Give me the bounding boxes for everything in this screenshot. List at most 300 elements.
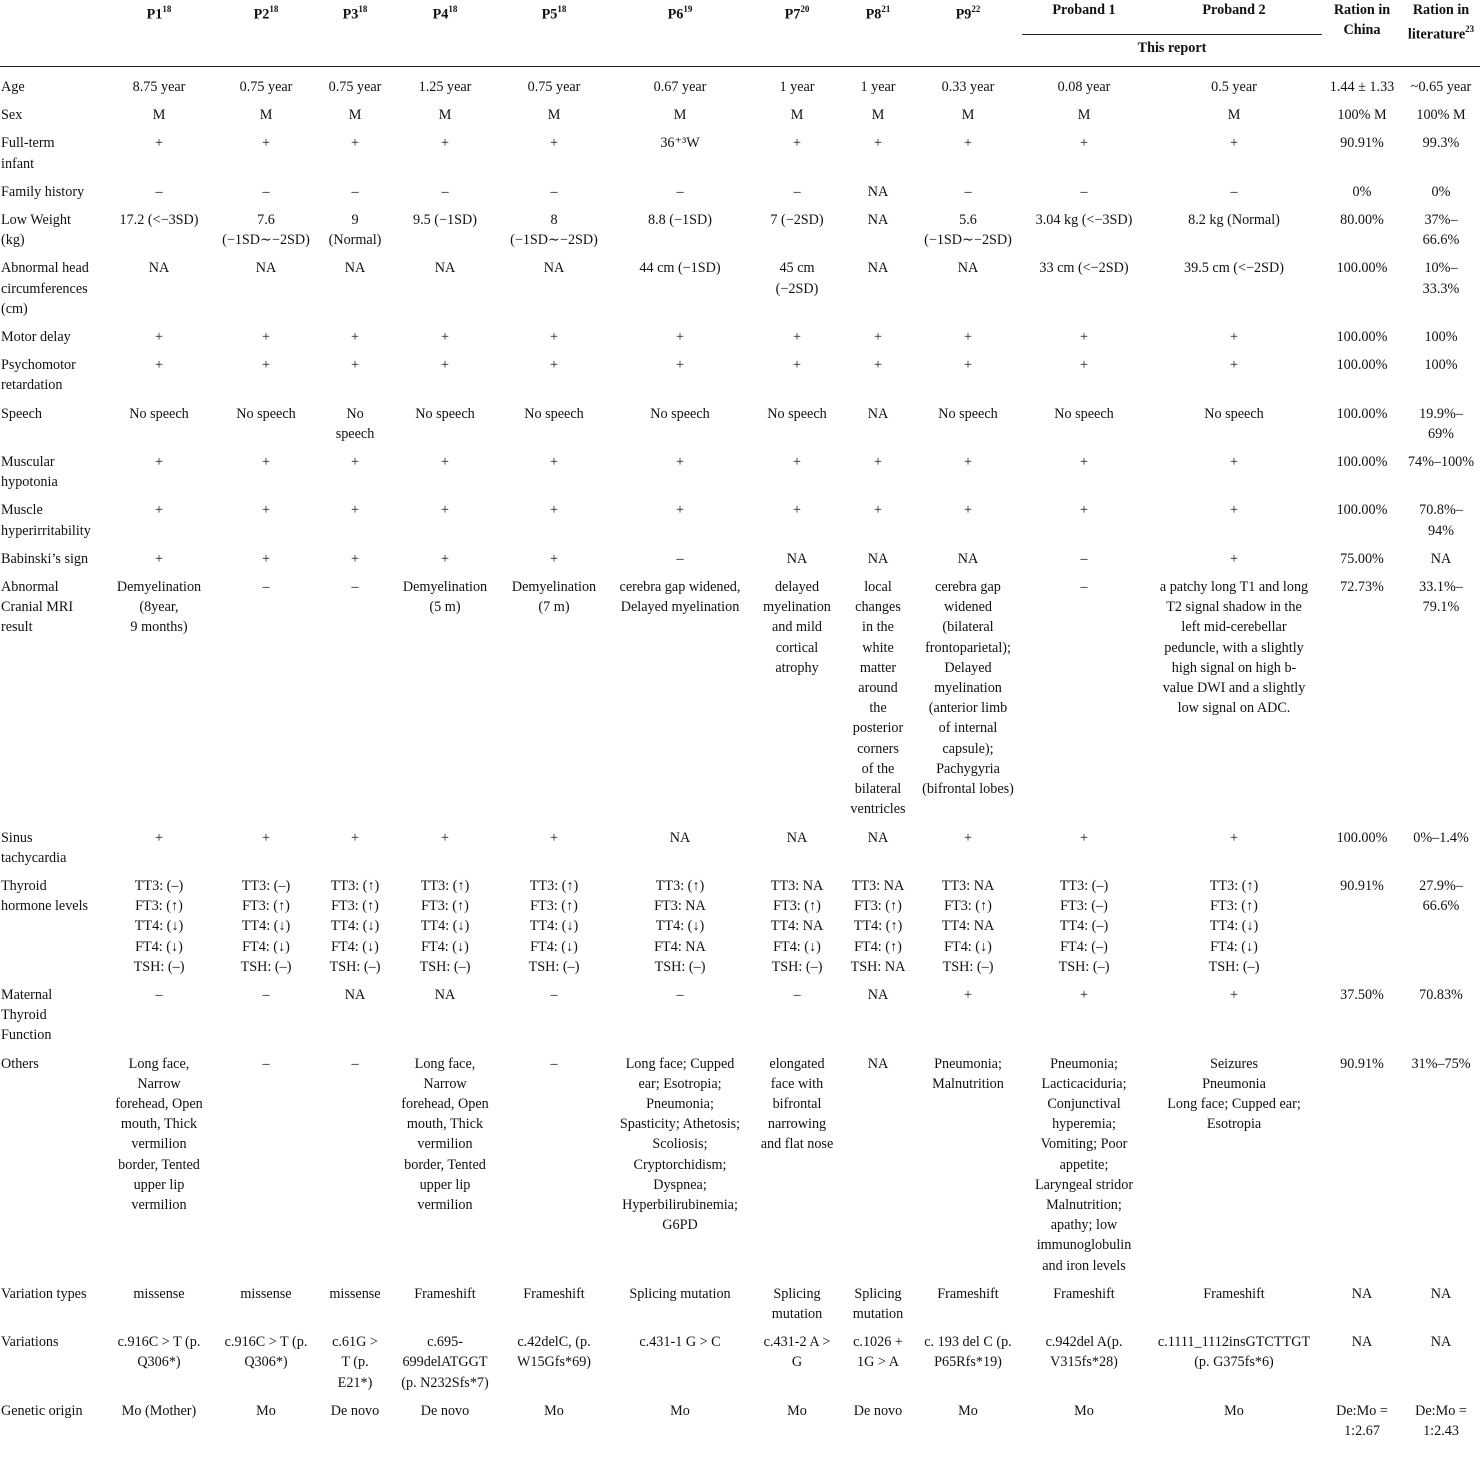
- table-cell: +: [873, 135, 882, 152]
- table-cell: M: [1227, 107, 1241, 124]
- table-cell: –: [351, 1055, 359, 1072]
- table-cell: c. 193 del C (p. P65Rfs*19): [924, 1334, 1012, 1371]
- table-cell: +: [154, 502, 163, 519]
- table-cell: 70.83%: [1419, 986, 1463, 1003]
- table-cell: 9.5 (−1SD): [413, 212, 477, 229]
- table-cell: Mo: [787, 1402, 807, 1419]
- row-label: Maternal Thyroid Function: [1, 986, 53, 1044]
- table-cell: +: [792, 454, 801, 471]
- table-cell: +: [1079, 357, 1088, 374]
- row-label: Sinus tachycardia: [1, 829, 67, 866]
- table-cell: Long face; Cupped ear; Esotropia; Pneumonia; Spasticity; Athetosis; Scoliosis; Cryptorchidism; Dyspnea; Hyperbilirubinemia; G6PD: [619, 1055, 741, 1234]
- table-cell: Demyelination (5 m): [402, 579, 488, 616]
- header-patient-ref: 18: [448, 4, 458, 14]
- header-patient-4: [390, 0, 500, 67]
- table-cell: M: [547, 107, 561, 124]
- table-cell: 0.08 year: [1022, 67, 1146, 106]
- table-cell: Splicing mutation: [771, 1285, 823, 1322]
- table-cell: +: [1079, 135, 1088, 152]
- table-cell: NA: [1430, 550, 1452, 567]
- table-cell: Splicing mutation: [852, 1285, 904, 1322]
- table-cell: +: [261, 357, 270, 374]
- table-cell: 100.00%: [1336, 502, 1388, 519]
- table-cell: –: [676, 550, 684, 567]
- table-cell: TT3: (–) FT3: (–) TT4: (–) FT4: (–) TSH: (–): [1058, 877, 1110, 975]
- table-row: [0, 404, 1480, 452]
- table-cell: NA: [1351, 1334, 1373, 1351]
- table-cell: +: [549, 829, 558, 846]
- table-row: [0, 828, 1480, 876]
- table-cell: 100% M: [1337, 107, 1387, 124]
- table-cell: +: [440, 357, 449, 374]
- table-cell: ~0.65 year: [1402, 67, 1480, 106]
- table-cell: +: [963, 986, 972, 1003]
- table-cell: NA: [1430, 1285, 1452, 1302]
- table-cell: TT3: NA FT3: (↑) TT4: NA FT4: (↓) TSH: (–): [941, 877, 995, 975]
- table-row: [0, 105, 1480, 133]
- table-cell: 8.75 year: [106, 67, 212, 106]
- header-patient-5: [500, 0, 608, 67]
- table-cell: –: [351, 183, 359, 200]
- table-cell: 37.50%: [1340, 986, 1384, 1003]
- header-ration-china: [1322, 0, 1402, 67]
- table-cell: delayed myelination and mild cortical atrophy: [763, 579, 831, 676]
- table-cell: NA: [867, 260, 889, 277]
- table-row: [0, 258, 1480, 327]
- table-cell: TT3: (–) FT3: (↑) TT4: (↓) FT4: (↓) TSH: (–): [133, 877, 185, 975]
- table-cell: +: [549, 550, 558, 567]
- table-cell: +: [792, 329, 801, 346]
- table-cell: 0.75 year: [212, 67, 320, 106]
- table-cell: M: [673, 107, 687, 124]
- table-cell: TT3: (↑) FT3: (↑) TT4: (↓) FT4: (↓) TSH: (–): [1208, 877, 1260, 975]
- table-cell: No speech: [767, 405, 827, 422]
- table-cell: 100%: [1424, 329, 1458, 346]
- table-cell: +: [549, 357, 558, 374]
- table-cell: 39.5 cm (<−2SD): [1184, 260, 1284, 277]
- table-cell: c.695- 699delATGGT (p. N232Sfs*7): [401, 1334, 489, 1391]
- table-cell: M: [871, 107, 885, 124]
- table-cell: 31%–75%: [1411, 1055, 1471, 1072]
- table-cell: NA: [867, 829, 889, 846]
- table-cell: –: [262, 579, 270, 596]
- table-cell: –: [676, 986, 684, 1003]
- table-row: [0, 1284, 1480, 1332]
- header-patient-ref: 18: [269, 4, 279, 14]
- table-cell: NA: [434, 986, 456, 1003]
- table-cell: –: [262, 183, 270, 200]
- table-cell: M: [152, 107, 166, 124]
- table-cell: NA: [1430, 1334, 1452, 1351]
- header-patient-8-label: P8: [865, 6, 882, 23]
- table-cell: –: [793, 183, 801, 200]
- table-cell: 100.00%: [1336, 405, 1388, 422]
- table-row: [0, 355, 1480, 403]
- table-cell: 90.91%: [1340, 135, 1384, 152]
- table-cell: No speech: [524, 405, 584, 422]
- table-cell: c.42delC, (p. W15Gfs*69): [516, 1334, 592, 1371]
- row-label: Variation types: [1, 1285, 87, 1302]
- table-cell: 37%– 66.6%: [1422, 212, 1460, 249]
- table-cell: c.916C > T (p. Q306*): [117, 1334, 201, 1371]
- table-cell: +: [154, 454, 163, 471]
- table-cell: NA: [255, 260, 277, 277]
- table-cell: 0.75 year: [500, 67, 608, 106]
- table-row: [0, 210, 1480, 258]
- table-cell: –: [550, 183, 558, 200]
- table-cell: a patchy long T1 and long T2 signal shadow in the left mid-cerebellar peduncle, with a slightly high signal on high b- value DWI and a slightly low signal on ADC.: [1159, 579, 1309, 717]
- table-cell: +: [963, 454, 972, 471]
- table-cell: +: [675, 502, 684, 519]
- table-cell: +: [261, 550, 270, 567]
- header-proband-1: [1022, 0, 1146, 35]
- table-cell: +: [261, 135, 270, 152]
- table-cell: cerebra gap widened (bilateral frontoparietal); Delayed myelination (anterior limb of internal capsule); Pachygyria (bifrontal lobes): [922, 579, 1014, 798]
- header-patient-1-label: P1: [146, 6, 163, 23]
- header-patient-9: [914, 0, 1022, 67]
- table-cell: Pneumonia; Lacticaciduria; Conjunctival hyperemia; Vomiting; Poor appetite; Laryngeal stridor Malnutrition; apathy; low immunoglobulin and iron levels: [1034, 1055, 1134, 1274]
- row-label: Variations: [1, 1334, 59, 1351]
- header-patient-ref: 18: [358, 4, 368, 14]
- row-label: Abnormal Cranial MRI result: [1, 579, 74, 636]
- table-cell: +: [792, 135, 801, 152]
- table-cell: –: [1080, 183, 1088, 200]
- table-cell: De:Mo = 1:2.67: [1336, 1402, 1388, 1439]
- table-cell: +: [873, 357, 882, 374]
- table-cell: 7.6 (−1SD∼−2SD): [222, 212, 310, 249]
- table-header: [0, 0, 1480, 67]
- header-this-report: [1022, 35, 1322, 67]
- table-cell: Mo: [958, 1402, 978, 1419]
- table-cell: c.1111_1112insGTCTTGT (p. G375fs*6): [1157, 1334, 1311, 1371]
- table-row: [0, 133, 1480, 181]
- table-cell: cerebra gap widened, Delayed myelination: [619, 579, 741, 616]
- table-cell: +: [350, 357, 359, 374]
- table-cell: +: [675, 329, 684, 346]
- header-proband-2-label: Proband 2: [1202, 2, 1266, 18]
- table-cell: 72.73%: [1340, 579, 1384, 596]
- table-cell: 99.3%: [1422, 135, 1460, 152]
- row-label: Speech: [1, 405, 42, 422]
- table-cell: Frameshift: [414, 1285, 476, 1302]
- table-row: [0, 452, 1480, 500]
- row-label: Muscular hypotonia: [1, 454, 58, 491]
- header-proband-1-label: Proband 1: [1052, 2, 1116, 18]
- table-cell: NA: [148, 260, 170, 277]
- table-row: [0, 1332, 1480, 1401]
- table-cell: –: [676, 183, 684, 200]
- table-cell: +: [873, 329, 882, 346]
- header-patient-1: [106, 0, 212, 67]
- row-label: Family history: [1, 183, 85, 200]
- table-cell: +: [154, 829, 163, 846]
- table-cell: Frameshift: [523, 1285, 585, 1302]
- header-patient-9-label: P9: [955, 6, 972, 23]
- row-label: Motor delay: [1, 329, 71, 346]
- table-cell: No speech: [335, 405, 375, 442]
- table-cell: De novo: [330, 1402, 380, 1419]
- table-cell: +: [350, 829, 359, 846]
- table-cell: Mo: [544, 1402, 564, 1419]
- table-cell: +: [154, 550, 163, 567]
- table-body: [0, 67, 1480, 1450]
- table-cell: +: [440, 135, 449, 152]
- table-cell: –: [964, 183, 972, 200]
- table-cell: +: [963, 329, 972, 346]
- table-cell: 1 year: [752, 67, 842, 106]
- table-cell: +: [1229, 454, 1238, 471]
- table-cell: NA: [957, 260, 979, 277]
- table-cell: NA: [867, 1055, 889, 1072]
- table-cell: local changes in the white matter around the posterior corners of the bilateral ventricles: [850, 579, 906, 818]
- table-cell: TT3: NA FT3: (↑) TT4: NA FT4: (↓) TSH: (–): [770, 877, 824, 975]
- table-cell: 17.2 (<−3SD): [119, 212, 199, 229]
- table-cell: 75.00%: [1340, 550, 1384, 567]
- table-cell: +: [675, 357, 684, 374]
- header-patient-ref: 21: [881, 4, 891, 14]
- table-cell: +: [1229, 986, 1238, 1003]
- table-cell: +: [675, 454, 684, 471]
- header-proband-2: [1146, 0, 1322, 35]
- table-cell: No speech: [415, 405, 475, 422]
- header-patient-ref: 22: [971, 4, 981, 14]
- header-ration-literature-ref: 23: [1465, 24, 1475, 35]
- table-cell: TT3: (↑) FT3: (↑) TT4: (↓) FT4: (↓) TSH: (–): [419, 877, 471, 975]
- table-cell: De novo: [420, 1402, 470, 1419]
- table-cell: +: [261, 329, 270, 346]
- table-cell: De:Mo = 1:2.43: [1415, 1402, 1467, 1439]
- table-cell: No speech: [938, 405, 998, 422]
- table-cell: +: [350, 502, 359, 519]
- header-patient-7: [752, 0, 842, 67]
- table-cell: –: [155, 183, 163, 200]
- table-cell: De novo: [853, 1402, 903, 1419]
- table-cell: NA: [344, 986, 366, 1003]
- table-row: [0, 549, 1480, 577]
- table-cell: 33 cm (<−2SD): [1039, 260, 1129, 277]
- table-cell: Frameshift: [937, 1285, 999, 1302]
- table-cell: +: [261, 454, 270, 471]
- table-cell: Mo: [670, 1402, 690, 1419]
- table-cell: +: [350, 135, 359, 152]
- row-label: Muscle hyperirritability: [1, 502, 91, 539]
- header-patient-2: [212, 0, 320, 67]
- table-cell: +: [792, 357, 801, 374]
- table-cell: +: [154, 329, 163, 346]
- table-cell: Frameshift: [1053, 1285, 1115, 1302]
- table-cell: No speech: [129, 405, 189, 422]
- table-cell: +: [440, 454, 449, 471]
- table-cell: Demyelination (7 m): [511, 579, 597, 616]
- table-cell: +: [963, 135, 972, 152]
- header-this-report-label: This report: [1137, 40, 1207, 56]
- table-cell: NA: [786, 829, 808, 846]
- table-cell: +: [549, 454, 558, 471]
- table-row: [0, 577, 1480, 827]
- table-cell: Splicing mutation: [629, 1285, 731, 1302]
- table-cell: Frameshift: [1203, 1285, 1265, 1302]
- table-cell: +: [1229, 829, 1238, 846]
- table-cell: +: [440, 829, 449, 846]
- table-row: [0, 1401, 1480, 1449]
- header-patient-3-label: P3: [342, 6, 359, 23]
- table-cell: elongated face with bifrontal narrowing and flat nose: [760, 1055, 834, 1153]
- header-ration-literature: [1402, 0, 1480, 67]
- table-cell: M: [348, 107, 362, 124]
- table-cell: –: [1230, 183, 1238, 200]
- table-cell: +: [440, 550, 449, 567]
- table-cell: +: [792, 502, 801, 519]
- table-cell: NA: [867, 183, 889, 200]
- table-cell: Seizures Pneumonia Long face; Cupped ear; Esotropia: [1167, 1055, 1301, 1133]
- table-cell: +: [154, 357, 163, 374]
- row-label: Low Weight (kg): [1, 212, 71, 249]
- table-cell: –: [262, 986, 270, 1003]
- table-cell: –: [1080, 550, 1088, 567]
- table-cell: 45 cm (−2SD): [775, 260, 819, 297]
- table-cell: –: [1080, 579, 1088, 596]
- table-cell: 3.04 kg (<−3SD): [1035, 212, 1133, 229]
- row-label: Babinski’s sign: [1, 550, 89, 567]
- table-cell: No speech: [1204, 405, 1264, 422]
- table-cell: 19.9%– 69%: [1419, 405, 1463, 442]
- row-label: Full-term infant: [1, 135, 55, 172]
- table-cell: 74%–100%: [1407, 454, 1475, 471]
- row-label: Abnormal head circumferences (cm): [1, 260, 89, 317]
- header-patient-6-label: P6: [667, 6, 684, 23]
- table-cell: +: [261, 502, 270, 519]
- table-cell: c.431-2 A > G: [763, 1334, 831, 1371]
- table-cell: –: [441, 183, 449, 200]
- table-cell: +: [1079, 502, 1088, 519]
- table-cell: 36⁺³W: [660, 135, 700, 152]
- table-cell: –: [262, 1055, 270, 1072]
- header-corner: [0, 0, 106, 67]
- table-cell: 5.6 (−1SD∼−2SD): [924, 212, 1012, 249]
- table-cell: +: [1229, 550, 1238, 567]
- table-cell: 100.00%: [1336, 357, 1388, 374]
- table-cell: +: [440, 329, 449, 346]
- table-cell: +: [549, 502, 558, 519]
- table-cell: 8.8 (−1SD): [648, 212, 712, 229]
- table-row: [0, 876, 1480, 985]
- table-cell: 0.75 year: [320, 67, 390, 106]
- table-cell: Mo (Mother): [121, 1402, 197, 1419]
- table-cell: –: [550, 986, 558, 1003]
- table-cell: +: [963, 357, 972, 374]
- table-cell: TT3: (–) FT3: (↑) TT4: (↓) FT4: (↓) TSH: (–): [240, 877, 292, 975]
- table-cell: TT3: (↑) FT3: NA TT4: (↓) FT4: NA TSH: (–): [654, 877, 706, 975]
- table-cell: +: [350, 550, 359, 567]
- table-cell: NA: [786, 550, 808, 567]
- table-cell: 7 (−2SD): [770, 212, 824, 229]
- header-patient-7-label: P7: [784, 6, 801, 23]
- table-cell: M: [259, 107, 273, 124]
- table-cell: 33.1%– 79.1%: [1419, 579, 1463, 616]
- table-cell: missense: [329, 1285, 381, 1302]
- table-cell: 70.8%– 94%: [1419, 502, 1463, 539]
- table-cell: NA: [867, 550, 889, 567]
- row-label: Sex: [1, 107, 23, 124]
- table-cell: –: [793, 986, 801, 1003]
- table-cell: +: [549, 135, 558, 152]
- table-cell: NA: [867, 405, 889, 422]
- table-cell: 9 (Normal): [328, 212, 382, 249]
- table-cell: TT3: (↑) FT3: (↑) TT4: (↓) FT4: (↓) TSH: (–): [528, 877, 580, 975]
- table-cell: NA: [344, 260, 366, 277]
- header-patient-ref: 19: [683, 4, 693, 14]
- header-patient-ref: 18: [162, 4, 172, 14]
- table-cell: +: [873, 454, 882, 471]
- table-cell: 0%: [1352, 183, 1372, 200]
- table-cell: NA: [867, 986, 889, 1003]
- table-cell: Mo: [1074, 1402, 1094, 1419]
- table-cell: +: [350, 454, 359, 471]
- table-cell: 8 (−1SD∼−2SD): [510, 212, 598, 249]
- row-label: Genetic origin: [1, 1402, 83, 1419]
- header-patient-2-label: P2: [253, 6, 270, 23]
- table-cell: +: [963, 502, 972, 519]
- table-cell: +: [154, 135, 163, 152]
- table-cell: 0.5 year: [1146, 67, 1322, 106]
- table-cell: No speech: [236, 405, 296, 422]
- row-label: Others: [1, 1055, 39, 1072]
- table-cell: 27.9%– 66.6%: [1419, 877, 1463, 915]
- table-cell: 100.00%: [1336, 329, 1388, 346]
- header-patient-ref: 20: [800, 4, 810, 14]
- table-cell: Demyelination (8year, 9 months): [116, 579, 202, 636]
- table-cell: +: [261, 829, 270, 846]
- header-patient-3: [320, 0, 390, 67]
- table-cell: 80.00%: [1340, 212, 1384, 229]
- header-patient-6: [608, 0, 752, 67]
- table-cell: 0%–1.4%: [1413, 829, 1469, 846]
- table-cell: –: [155, 986, 163, 1003]
- header-ration-china-label: Ration in China: [1333, 2, 1391, 39]
- table-cell: c.61G > T (p. E21*): [332, 1334, 378, 1391]
- table-cell: Mo: [256, 1402, 276, 1419]
- table-cell: +: [1079, 454, 1088, 471]
- table-cell: Long face, Narrow forehead, Open mouth, Thick vermilion border, Tented upper lip vermilion: [401, 1055, 489, 1213]
- table-cell: TT3: NA FT3: (↑) TT4: (↑) FT4: (↑) TSH: NA: [850, 877, 906, 975]
- header-patient-4-label: P4: [432, 6, 449, 23]
- table-cell: +: [350, 329, 359, 346]
- header-patient-8: [842, 0, 914, 67]
- table-cell: 100.00%: [1336, 260, 1388, 277]
- table-cell: 0.33 year: [914, 67, 1022, 106]
- table-cell: 1.44 ± 1.33: [1322, 67, 1402, 106]
- table-cell: NA: [867, 212, 889, 229]
- table-row: [0, 67, 1480, 106]
- table-cell: NA: [1351, 1285, 1373, 1302]
- table-cell: 100%: [1424, 357, 1458, 374]
- table-cell: 1 year: [842, 67, 914, 106]
- table-cell: Mo: [1224, 1402, 1244, 1419]
- row-label: Psychomotor retardation: [1, 357, 76, 394]
- table-cell: c.916C > T (p. Q306*): [224, 1334, 308, 1371]
- table-cell: +: [963, 829, 972, 846]
- table-cell: 90.91%: [1340, 1055, 1384, 1072]
- table-cell: 44 cm (−1SD): [639, 260, 721, 277]
- table-row: [0, 985, 1480, 1054]
- table-cell: 8.2 kg (Normal): [1188, 212, 1280, 229]
- table-cell: +: [1079, 829, 1088, 846]
- table-cell: Pneumonia; Malnutrition: [932, 1055, 1004, 1092]
- table-cell: NA: [434, 260, 456, 277]
- table-cell: –: [351, 579, 359, 596]
- table-cell: 0.67 year: [608, 67, 752, 106]
- table-cell: c.431-1 G > C: [639, 1334, 721, 1351]
